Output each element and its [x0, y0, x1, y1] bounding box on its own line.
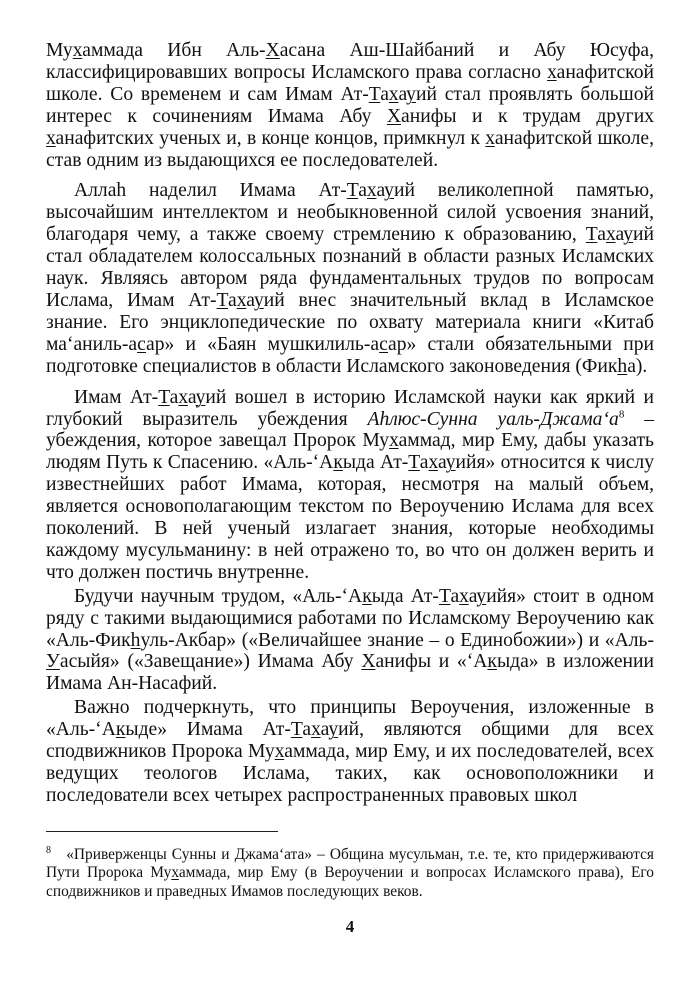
footnote-text: «Приверженцы Сунны и Джама‘ата» – Община мусульман, т.е. те, кто придерживаются Пути Пророка Мухаммада, мир Ему (в Вероучении и вопросах Исламского права), Его сподвижников и праведных Имамов последующих веков.: [46, 845, 655, 900]
paragraph-4: Будучи научным трудом, «Аль-‘Акыда Ат-Тахауийя» стоит в одном ряду с такими выдающимися работами по Исламскому Вероучению как «Аль-Фикhуль-Акбар» («Величайшее знание – о Единобожии») и «Аль-Уасыйя» («Завещание») Имама Абу Ханифы и «‘Акыда» в изложении Имама Ан-Насафий.: [46, 585, 655, 695]
paragraph-3: Имам Ат-Тахауий вошел в историю Исламской науки как яркий и глубокий выразитель убеждения Аhлюс-Сунна уаль-$Джама‘а^8$ – убеждения, которое завещал Пророк Мухаммад, мир Ему, дабы указать людям Путь к Спасению. «Аль-‘Акыда Ат-Тахауийя» относится к числу известнейших работ Имама, которая, несмотря на малый объем, является основополагающим текстом по Вероучению Ислама для всех поколений. В ней ученый излагает знания, которые необходимы каждому мусульманину: в ней отражено то, во что он должен верить и что должен постичь внутренне.: [46, 386, 655, 583]
footnote-separator: [46, 831, 278, 832]
body-text: [46, 40, 654, 807]
paragraph-2: Аллаh наделил Имама Ат-Тахауий великолепной памятью, высочайшим интеллектом и необыкновенной силой усвоения знаний, благодаря чему, а также своему стремлению к образованию, Тахауий стал обладателем колоссальных познаний в области разных Исламских наук. Являясь автором ряда фундаментальных трудов по вопросам Ислама, Имам Ат-Тахауий внес значительный вклад в Исламское знание. Его энциклопедические по охвату материала книги «Китаб ма‘аниль-асар» и «Баян мушкилиль-асар» стали обязательными при подготовке специалистов в области Исламского законоведения (Фикhа).: [46, 180, 654, 377]
paragraph-5: Важно подчеркнуть, что принципы Вероучения, изложенные в «Аль-‘Акыде» Имама Ат-Тахауий, являются общими для всех сподвижников Пророка Мухаммада, мир Ему, и их последователей, всех ведущих теологов Ислама, таких, как основоположники и последователи всех четырех распространенных правовых школ: [46, 697, 654, 806]
footnote-8: [46, 846, 654, 902]
page-number: 4: [345, 916, 355, 936]
paragraph-1: Мухаммада Ибн Аль-Хасана Аш-Шайбаний и Абу Юсуфа, классифицировавших вопросы Исламского права согласно ханафитской школе. Со временем и сам Имам Ат-Тахауий стал проявлять большой интерес к сочинениям Имама Абу Ханифы и к трудам других ханафитских ученых и, в конце концов, примкнул к ханафитской школе, став одним из выдающихся ее последователей.: [46, 40, 655, 171]
footnote-marker: 8: [46, 844, 51, 856]
